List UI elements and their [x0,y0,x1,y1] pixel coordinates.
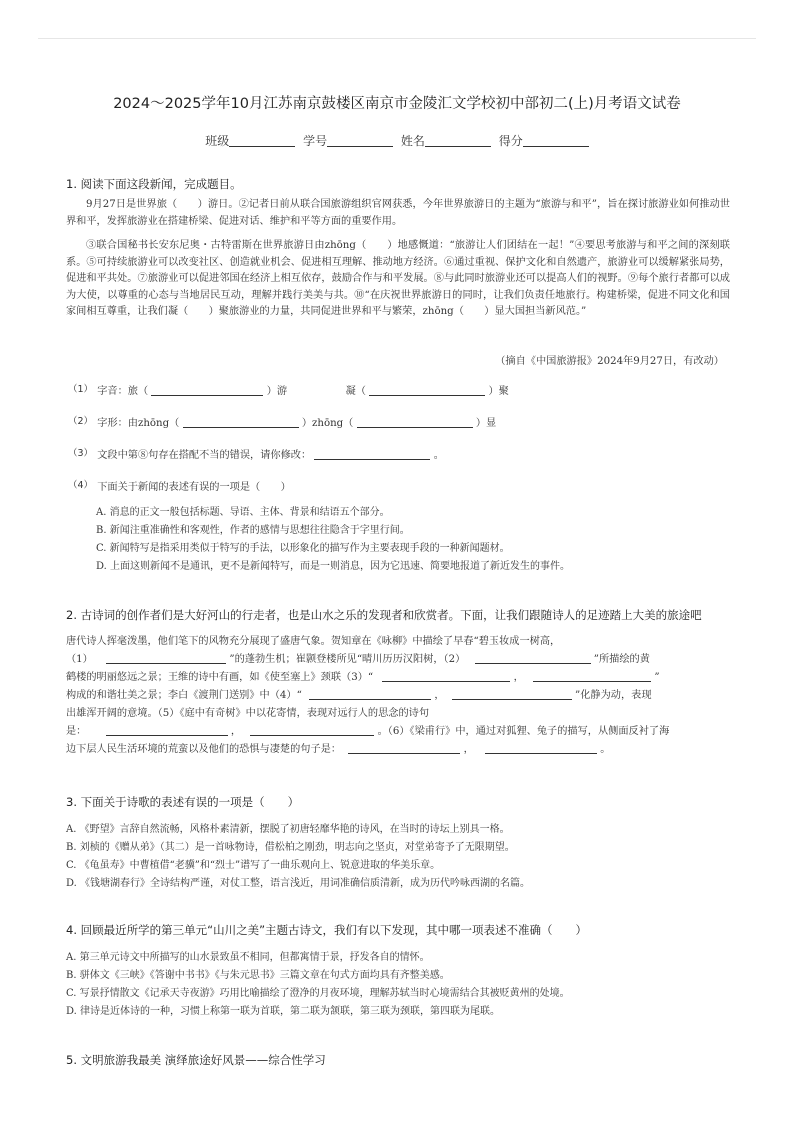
q2-line-3 [66,668,660,683]
answer-blank[interactable] [475,652,591,664]
sub-number: （3） [68,448,94,459]
line-text: ” [654,672,660,683]
answer-blank[interactable] [533,670,651,682]
answer-blank[interactable] [369,384,485,396]
q3-option-b[interactable]: B. 刘桢的《赠从弟》（其二）是一首咏物诗，借松柏之刚劲，明志向之坚贞，对堂弟寄予了无限期望。 [66,842,515,853]
q1-source-note: （摘自《中国旅游报》2024年9月27日，有改动） [495,356,724,367]
q2-line-4 [66,686,652,701]
answer-blank[interactable] [314,448,430,460]
answer-blank[interactable] [250,724,374,736]
sub-text: 字形：由zhōng（ [97,418,180,429]
q1-option-d[interactable]: D. 上面这则新闻不是通讯，更不是新闻特写，而是一则消息，因为它迅速、简要地报道了新近发生的事件。 [96,561,571,572]
q4-option-b[interactable]: B. 骈体文《三峡》《答谢中书书》《与朱元思书》三篇文章在句式方面均具有齐整美感。 [66,970,450,981]
q4-option-d[interactable]: D. 律诗是近体诗的一种，习惯上称第一联为首联，第二联为颔联，第三联为颈联，第四联为尾联。 [66,1006,501,1017]
line-text: 构成的和谐壮美之景；李白《渡荆门送别》中（4）“ [66,690,302,701]
q2-line-2 [66,650,650,665]
score-label: 得分 [498,134,523,148]
answer-blank[interactable] [106,724,228,736]
q2-line-1: 唐代诗人挥毫泼墨，他们笔下的风物充分展现了盛唐气象。贺知章在《咏柳》中描绘了早春“碧玉妆成一树高， [66,636,561,647]
name-label: 姓名 [400,134,425,148]
answer-blank[interactable] [485,742,597,754]
line-text: ， [434,690,445,701]
line-text: 。（6）《梁甫行》中，通过对狐狸、兔子的描写，从侧面反衬了海 [377,726,670,737]
line-text: ”的蓬勃生机；崔颢登楼所见“晴川历历汉阳树，（2） [229,654,466,665]
q1-paragraph-1: 9月27日是世界旅（ ）游日。②记者日前从联合国旅游组织官网获悉，今年世界旅游日的主题为“旅游与和平”，旨在探讨旅游业如何推动世界和平，发挥旅游业在搭建桥梁、促进对话、维护和平等方面的重要作用。 [66,199,730,227]
sub-text: ）聚 [488,386,509,397]
line-text: 边下层人民生活环境的荒蛮以及他们的恐惧与凄楚的句子是： [66,744,342,755]
q4-option-c[interactable]: C. 写景抒情散文《记承天寺夜游》巧用比喻描绘了澄净的月夜环境，理解苏轼当时心境需结合其被贬黄州的处境。 [66,988,570,999]
q2-line-6 [66,722,669,737]
line-text: ， [513,672,524,683]
sub-text: 文段中第⑧句存在搭配不当的错误，请你修改： [97,450,312,461]
line-text: ， [230,726,242,737]
id-blank[interactable] [327,134,393,147]
question-3-heading: 3. 下面关于诗歌的表述有误的一项是（ ） [66,795,300,809]
line-text: （1） [66,654,93,665]
sub-text: 字音：旅（ [97,386,149,397]
question-2-heading: 2. 古诗词的创作者们是大好河山的行走者，也是山水之乐的发现者和欣赏者。下面，让我们跟随诗人的足迹踏上大美的旅途吧 [66,608,702,622]
sub-text: 。 [433,450,444,461]
class-label: 班级 [205,134,230,148]
sub-text: 下面关于新闻的表述有误的一项是（ ） [97,482,291,493]
q4-option-a[interactable]: A. 第三单元诗文中所描写的山水景致虽不相同，但都寓情于景，抒发各自的情怀。 [66,952,430,963]
sub-number: （2） [68,416,94,427]
answer-blank[interactable] [151,384,263,396]
sub-text: ）显 [475,418,497,429]
question-1-heading: 1. 阅读下面这段新闻，完成题目。 [66,177,242,191]
answer-blank[interactable] [309,688,431,700]
line-text: 。 [600,744,611,755]
answer-blank[interactable] [183,416,299,428]
q3-option-a[interactable]: A. 《野望》言辞自然流畅，风格朴素清新，摆脱了初唐轻靡华艳的诗风，在当时的诗坛上别具一格。 [66,824,510,835]
q1-option-b[interactable]: B. 新闻注重准确性和客观性，作者的感情与思想往往隐含于字里行间。 [96,525,410,536]
class-blank[interactable] [229,134,295,147]
question-5-heading: 5. 文明旅游我最美 演绎旅途好风景——综合性学习 [66,1053,326,1067]
sub-number: （4） [68,480,94,491]
score-blank[interactable] [523,134,589,147]
line-text: ”所描绘的黄 [593,654,650,665]
answer-blank[interactable] [357,416,473,428]
q2-line-5: 出雄浑开阔的意境。（5）《庭中有奇树》中以花寄情，表现对远行人的思念的诗句 [66,708,430,719]
student-info-line [0,132,794,149]
question-4-heading: 4. 回顾最近所学的第三单元“山川之美”主题古诗文，我们有以下发现，其中哪一项表述不准确（ ） [66,923,588,937]
exam-title: 2024～2025学年10月江苏南京鼓楼区南京市金陵汇文学校初中部初二(上)月考语文试卷 [113,96,681,112]
line-text: 是： [66,726,87,737]
q1-option-a[interactable]: A. 消息的正文一般包括标题、导语、主体、背景和结语五个部分。 [96,507,390,518]
line-text: ”化静为动，表现 [575,690,652,701]
sub-text: ）zhōng（ [301,418,354,429]
q1-paragraph-2: ③联合国秘书长安东尼奥・古特雷斯在世界旅游日由zhōng（ ）地感慨道：“旅游让人们团结在一起！”④要思考旅游与和平之间的深刻联系。⑤可持续旅游业可以改变社区、创造就业机会、促进相互理解、推动地方经济。⑥通过重视、保护文化和自然遗产，旅游业可以缓解紧张局势，促进和平共处。⑦旅游业可以促进邻国在经济上相互依存，鼓励合作与和平发展。⑧与此同时旅游业还可以提高人们的视野。⑨每个旅行者都可以成为大使，以尊重的心态与当地居民互动，理解并践行美美与共。⑩“在庆祝世界旅游日的同时，让我们负责任地旅行。构建桥梁，促进不同文化和国家间相互尊重，让我们凝（ ）聚旅游业的力量，共同促进世界和平与繁荣，zhōng（ ）显大国担当新风范。” [66,240,730,318]
sub-text: ）游 [266,386,288,397]
q1-option-c[interactable]: C. 新闻特写是指采用类似于特写的手法，以形象化的描写作为主要表现手段的一种新闻题材。 [96,543,510,554]
line-text: 鹤楼的明丽悠远之景；王维的诗中有画，如《使至塞上》颈联（3）“ [66,672,374,683]
answer-blank[interactable] [348,742,460,754]
answer-blank[interactable] [382,670,510,682]
answer-blank[interactable] [452,688,572,700]
line-text: ， [463,744,474,755]
q3-option-c[interactable]: C. 《龟虽寿》中曹植借“老骥”和“烈士”谱写了一曲乐观向上、锐意进取的华美乐章。 [66,860,441,871]
q1-sub-3 [68,445,444,461]
q1-sub-2 [68,413,496,429]
q1-sub-4 [68,477,291,493]
sub-text: 凝（ [345,386,366,397]
name-blank[interactable] [425,134,491,147]
q2-line-7 [66,740,610,755]
q1-sub-1 [68,381,509,397]
top-divider [38,38,756,39]
id-label: 学号 [303,134,328,148]
sub-number: （1） [68,384,94,395]
answer-blank[interactable] [106,652,226,664]
q3-option-d[interactable]: D. 《钱塘湖春行》全诗结构严谨，对仗工整，语言浅近，用词准确信质清新，成为历代吟咏西湖的名篇。 [66,878,531,889]
